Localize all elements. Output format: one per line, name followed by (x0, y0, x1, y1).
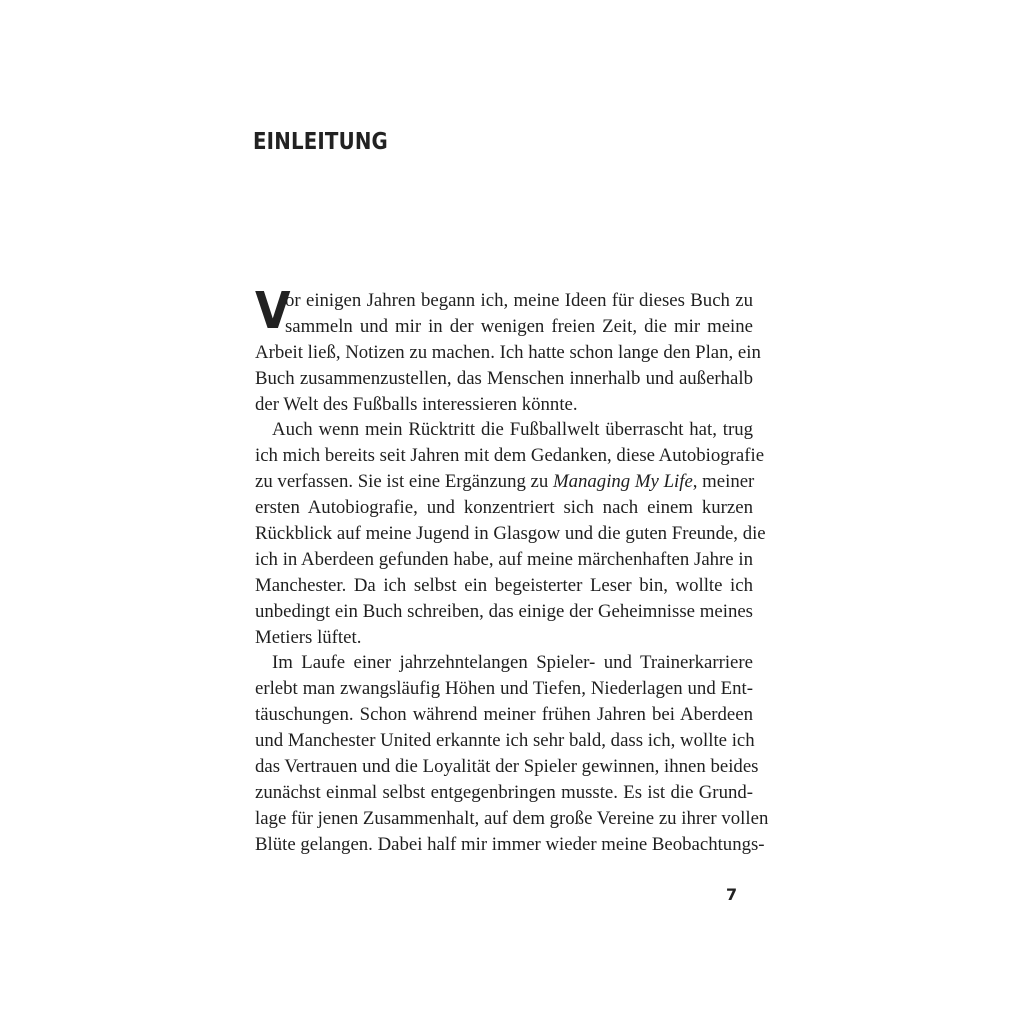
text-line: und Manchester United erkannte ich sehr bald, dass ich, wollte ich (255, 730, 755, 752)
text-line: ich mich bereits seit Jahren mit dem Gedanken, diese Autobiografie (255, 445, 765, 467)
text-line: Buch zusammenzustellen, das Menschen innerhalb und außerhalb (255, 367, 753, 389)
text-line: der Welt des Fußballs interessieren könnte. (255, 393, 578, 415)
text-line: Arbeit ließ, Notizen zu machen. Ich hatte schon lange den Plan, ein (255, 341, 761, 363)
text-line: Metiers lüftet. (255, 626, 362, 648)
drop-cap: V (255, 282, 291, 341)
text-line: Auch wenn mein Rücktritt die Fußballwelt überrascht hat, trug (272, 419, 753, 441)
page-number: 7 (726, 885, 738, 904)
book-title-reference: Managing My Life (552, 471, 693, 493)
text-line: unbedingt ein Buch schreiben, das einige der Geheimnisse meines (255, 600, 753, 622)
text-segment: zu verfassen. Sie ist eine Ergänzung zu (255, 471, 549, 493)
text-line: ich in Aberdeen gefunden habe, auf meine märchenhaften Jahre in (255, 548, 753, 570)
text-line: erlebt man zwangsläufig Höhen und Tiefen, Niederlagen und Ent- (255, 678, 753, 700)
text-line: Blüte gelangen. Dabei half mir immer wieder meine Beobachtungs- (255, 833, 765, 855)
text-line: ersten Autobiografie, und konzentriert sich nach einem kurzen (255, 497, 753, 519)
text-line: sammeln und mir in der wenigen freien Zeit, die mir meine (285, 315, 753, 337)
text-line (255, 469, 753, 495)
text-line: Manchester. Da ich selbst ein begeisterter Leser bin, wollte ich (255, 574, 753, 596)
text-line: or einigen Jahren begann ich, meine Ideen für dieses Buch zu (285, 290, 753, 311)
text-line: zunächst einmal selbst entgegenbringen musste. Es ist die Grund- (255, 781, 753, 803)
text-line: das Vertrauen und die Loyalität der Spieler gewinnen, ihnen beides (255, 756, 759, 778)
text-line: Rückblick auf meine Jugend in Glasgow und die guten Freunde, die (255, 523, 766, 545)
text-line: lage für jenen Zusammenhalt, auf dem große Vereine zu ihrer vollen (255, 807, 769, 829)
body-text (255, 282, 769, 858)
chapter-title: EINLEITUNG (253, 129, 388, 155)
text-line: täuschungen. Schon während meiner frühen Jahren bei Aberdeen (255, 704, 753, 726)
text-line: Im Laufe einer jahrzehntelangen Spieler- und Trainerkarriere (272, 652, 753, 674)
text-segment: , meiner (692, 471, 755, 493)
